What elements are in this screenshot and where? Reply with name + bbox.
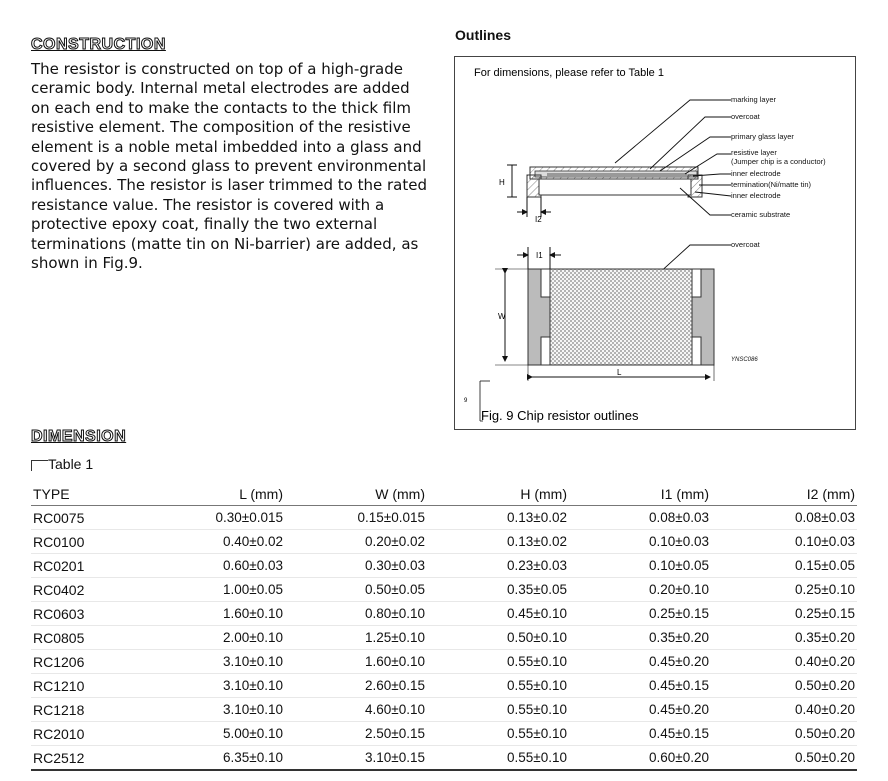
cell-type: RC0402 — [31, 578, 181, 602]
cell-type: RC1218 — [31, 698, 181, 722]
cell-w: 3.10±0.15 — [285, 746, 427, 771]
table-label-text: Table 1 — [48, 456, 94, 472]
cell-l: 3.10±0.10 — [181, 698, 285, 722]
cell-i2: 0.25±0.15 — [711, 602, 857, 626]
cell-type: RC0805 — [31, 626, 181, 650]
cell-l: 0.60±0.03 — [181, 554, 285, 578]
h-label: H — [499, 178, 505, 187]
cell-w: 2.60±0.15 — [285, 674, 427, 698]
table-row — [31, 578, 857, 602]
table-row — [31, 650, 857, 674]
cell-i2: 0.50±0.20 — [711, 674, 857, 698]
dimension-heading: DIMENSION — [31, 428, 127, 445]
outlines-heading: Outlines — [455, 27, 512, 43]
label-jumper: (Jumper chip is a conductor) — [731, 157, 826, 166]
label-code: YNSC086 — [731, 357, 758, 363]
table-row — [31, 698, 857, 722]
corner-mark: 9 — [464, 398, 468, 404]
table-header-row — [31, 482, 857, 506]
header-i1: I1 (mm) — [569, 482, 711, 506]
cell-type: RC0603 — [31, 602, 181, 626]
label-overcoat: overcoat — [731, 112, 760, 121]
cell-i1: 0.45±0.15 — [569, 722, 711, 746]
cell-i2: 0.35±0.20 — [711, 626, 857, 650]
label-overcoat-2: overcoat — [731, 240, 760, 249]
cell-w: 0.50±0.05 — [285, 578, 427, 602]
label-inner-electrode-1: inner electrode — [731, 169, 781, 178]
cell-i2: 0.10±0.03 — [711, 530, 857, 554]
cell-w: 2.50±0.15 — [285, 722, 427, 746]
table-row — [31, 602, 857, 626]
cell-w: 0.80±0.10 — [285, 602, 427, 626]
chip-resistor-diagram — [455, 57, 855, 429]
cell-h: 0.55±0.10 — [427, 746, 569, 771]
label-primary-glass: primary glass layer — [731, 132, 794, 141]
cell-l: 1.00±0.05 — [181, 578, 285, 602]
cell-i1: 0.10±0.05 — [569, 554, 711, 578]
table-row — [31, 674, 857, 698]
cell-i2: 0.08±0.03 — [711, 506, 857, 530]
cell-l: 5.00±0.10 — [181, 722, 285, 746]
cell-w: 0.15±0.015 — [285, 506, 427, 530]
cell-type: RC0201 — [31, 554, 181, 578]
l-label: L — [617, 368, 622, 377]
cell-h: 0.13±0.02 — [427, 506, 569, 530]
cell-w: 0.20±0.02 — [285, 530, 427, 554]
label-ceramic: ceramic substrate — [731, 210, 791, 219]
construction-paragraph: The resistor is constructed on top of a high-grade ceramic body. Internal metal electrodes are added on each end to make the contacts to the thick film resistive element. The composition of the resistive element is a noble metal imbedded into a glass and covered by a second glass to prevent environmental influences. The resistor is laser trimmed to the rated resistance value. The resistor is covered with a protective epoxy coat, finally the two external terminations (matte tin on Ni-barrier) are added, as shown in Fig.9. — [31, 60, 427, 273]
label-inner-electrode-2: inner electrode — [731, 191, 781, 200]
construction-heading: CONSTRUCTION — [31, 36, 166, 53]
cell-i2: 0.15±0.05 — [711, 554, 857, 578]
cell-i1: 0.25±0.15 — [569, 602, 711, 626]
cell-l: 0.40±0.02 — [181, 530, 285, 554]
cell-i1: 0.20±0.10 — [569, 578, 711, 602]
cell-l: 0.30±0.015 — [181, 506, 285, 530]
cell-i1: 0.45±0.20 — [569, 650, 711, 674]
cell-h: 0.55±0.10 — [427, 674, 569, 698]
table-row — [31, 746, 857, 771]
cell-w: 0.30±0.03 — [285, 554, 427, 578]
table-row — [31, 626, 857, 650]
table-row — [31, 530, 857, 554]
i2-label: I2 — [535, 215, 542, 224]
table-row — [31, 722, 857, 746]
label-resistive: resistive layer — [731, 148, 777, 157]
cell-type: RC2010 — [31, 722, 181, 746]
cell-l: 3.10±0.10 — [181, 650, 285, 674]
header-l: L (mm) — [181, 482, 285, 506]
cell-type: RC0100 — [31, 530, 181, 554]
cell-i2: 0.40±0.20 — [711, 698, 857, 722]
figure-9-box — [454, 56, 856, 430]
w-label: W — [498, 312, 506, 321]
cell-i1: 0.45±0.15 — [569, 674, 711, 698]
table-label — [31, 456, 93, 472]
cell-i1: 0.35±0.20 — [569, 626, 711, 650]
cell-l: 2.00±0.10 — [181, 626, 285, 650]
cell-type: RC1210 — [31, 674, 181, 698]
header-i2: I2 (mm) — [711, 482, 857, 506]
dimension-table — [31, 482, 857, 771]
cell-h: 0.55±0.10 — [427, 650, 569, 674]
table-row — [31, 506, 857, 530]
header-type: TYPE — [31, 482, 181, 506]
cell-i2: 0.50±0.20 — [711, 746, 857, 771]
diagram-labels — [731, 95, 826, 363]
cell-type: RC0075 — [31, 506, 181, 530]
cell-h: 0.50±0.10 — [427, 626, 569, 650]
cell-l: 6.35±0.10 — [181, 746, 285, 771]
cell-h: 0.13±0.02 — [427, 530, 569, 554]
cell-i1: 0.60±0.20 — [569, 746, 711, 771]
cross-section-view — [499, 165, 702, 224]
figure-note: For dimensions, please refer to Table 1 — [474, 67, 664, 79]
label-marking: marking layer — [731, 95, 777, 104]
figure-caption: Fig. 9 Chip resistor outlines — [481, 408, 639, 423]
cell-h: 0.55±0.10 — [427, 722, 569, 746]
cell-h: 0.23±0.03 — [427, 554, 569, 578]
label-termination: termination(Ni/matte tin) — [731, 180, 812, 189]
top-view — [495, 247, 714, 381]
cell-l: 3.10±0.10 — [181, 674, 285, 698]
header-h: H (mm) — [427, 482, 569, 506]
cell-i2: 0.50±0.20 — [711, 722, 857, 746]
cell-h: 0.55±0.10 — [427, 698, 569, 722]
cell-w: 4.60±0.10 — [285, 698, 427, 722]
cell-type: RC1206 — [31, 650, 181, 674]
cell-w: 1.25±0.10 — [285, 626, 427, 650]
cell-i1: 0.45±0.20 — [569, 698, 711, 722]
cell-i2: 0.40±0.20 — [711, 650, 857, 674]
table-row — [31, 554, 857, 578]
cell-i1: 0.10±0.03 — [569, 530, 711, 554]
i1-label: I1 — [536, 251, 543, 260]
cell-i1: 0.08±0.03 — [569, 506, 711, 530]
cell-h: 0.45±0.10 — [427, 602, 569, 626]
cell-h: 0.35±0.05 — [427, 578, 569, 602]
cell-type: RC2512 — [31, 746, 181, 771]
cell-l: 1.60±0.10 — [181, 602, 285, 626]
cell-i2: 0.25±0.10 — [711, 578, 857, 602]
header-w: W (mm) — [285, 482, 427, 506]
cell-w: 1.60±0.10 — [285, 650, 427, 674]
leader-lines — [615, 100, 731, 295]
